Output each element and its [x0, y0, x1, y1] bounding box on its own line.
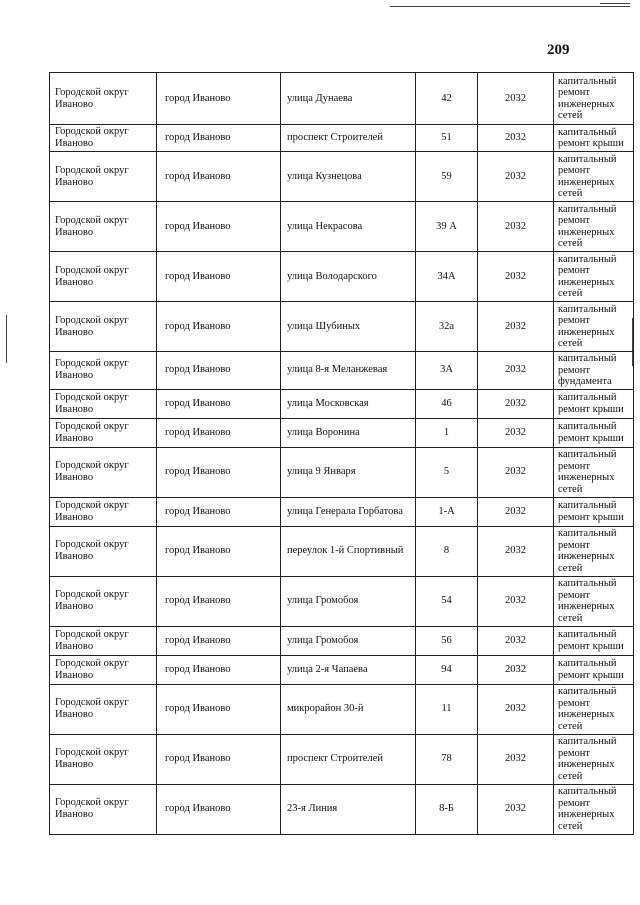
cell-city: город Иваново	[157, 202, 281, 252]
cell-city: город Иваново	[157, 576, 281, 626]
cell-house: 78	[416, 734, 478, 784]
cell-okrug: Городской округ Иваново	[50, 734, 157, 784]
cell-house: 8-Б	[416, 784, 478, 834]
cell-okrug: Городской округ Иваново	[50, 202, 157, 252]
cell-street: проспект Строителей	[281, 125, 416, 152]
cell-street: улица Володарского	[281, 252, 416, 302]
cell-okrug: Городской округ Иваново	[50, 626, 157, 655]
cell-street: улица Громобоя	[281, 626, 416, 655]
cell-street: переулок 1-й Спортивный	[281, 526, 416, 576]
cell-okrug: Городской округ Иваново	[50, 73, 157, 125]
cell-work-type: капитальный ремонт инженерных сетей	[554, 447, 634, 497]
cell-house: 32а	[416, 302, 478, 352]
cell-house: 59	[416, 152, 478, 202]
cell-work-type: капитальный ремонт крыши	[554, 418, 634, 447]
cell-city: город Иваново	[157, 626, 281, 655]
cell-work-type: капитальный ремонт инженерных сетей	[554, 202, 634, 252]
cell-year: 2032	[478, 352, 554, 390]
cell-work-type: капитальный ремонт инженерных сетей	[554, 302, 634, 352]
cell-work-type: капитальный ремонт крыши	[554, 389, 634, 418]
cell-city: город Иваново	[157, 497, 281, 526]
cell-work-type: капитальный ремонт крыши	[554, 655, 634, 684]
scan-artifact-left	[6, 315, 7, 363]
cell-city: город Иваново	[157, 526, 281, 576]
cell-work-type: капитальный ремонт крыши	[554, 125, 634, 152]
cell-year: 2032	[478, 447, 554, 497]
cell-okrug: Городской округ Иваново	[50, 526, 157, 576]
cell-city: город Иваново	[157, 784, 281, 834]
cell-city: город Иваново	[157, 655, 281, 684]
cell-year: 2032	[478, 202, 554, 252]
cell-okrug: Городской округ Иваново	[50, 418, 157, 447]
cell-house: 54	[416, 576, 478, 626]
cell-city: город Иваново	[157, 418, 281, 447]
cell-house: 34А	[416, 252, 478, 302]
cell-house: 42	[416, 73, 478, 125]
cell-street: улица 9 Января	[281, 447, 416, 497]
cell-street: улица Громобоя	[281, 576, 416, 626]
cell-okrug: Городской округ Иваново	[50, 497, 157, 526]
cell-city: город Иваново	[157, 684, 281, 734]
cell-house: 56	[416, 626, 478, 655]
cell-year: 2032	[478, 684, 554, 734]
cell-city: город Иваново	[157, 125, 281, 152]
cell-work-type: капитальный ремонт инженерных сетей	[554, 576, 634, 626]
cell-street: улица Дунаева	[281, 73, 416, 125]
cell-okrug: Городской округ Иваново	[50, 784, 157, 834]
cell-okrug: Городской округ Иваново	[50, 352, 157, 390]
cell-street: улица 8-я Меланжевая	[281, 352, 416, 390]
cell-street: улица Московская	[281, 389, 416, 418]
cell-work-type: капитальный ремонт инженерных сетей	[554, 784, 634, 834]
cell-street: улица Воронина	[281, 418, 416, 447]
cell-street: улица Некрасова	[281, 202, 416, 252]
cell-city: город Иваново	[157, 302, 281, 352]
cell-street: проспект Строителей	[281, 734, 416, 784]
cell-year: 2032	[478, 734, 554, 784]
cell-street: улица 2-я Чапаева	[281, 655, 416, 684]
cell-house: 94	[416, 655, 478, 684]
cell-street: микрорайон 30-й	[281, 684, 416, 734]
cell-house: 8	[416, 526, 478, 576]
cell-city: город Иваново	[157, 734, 281, 784]
table-row	[50, 784, 634, 834]
cell-work-type: капитальный ремонт инженерных сетей	[554, 526, 634, 576]
cell-work-type: капитальный ремонт инженерных сетей	[554, 152, 634, 202]
table-row	[50, 447, 634, 497]
cell-street: улица Генерала Горбатова	[281, 497, 416, 526]
table-row	[50, 152, 634, 202]
cell-house: 5	[416, 447, 478, 497]
table-row	[50, 734, 634, 784]
cell-okrug: Городской округ Иваново	[50, 152, 157, 202]
table-row	[50, 576, 634, 626]
cell-work-type: капитальный ремонт инженерных сетей	[554, 73, 634, 125]
cell-okrug: Городской округ Иваново	[50, 447, 157, 497]
cell-street: улица Кузнецова	[281, 152, 416, 202]
table-row	[50, 418, 634, 447]
scan-artifact-top	[390, 6, 630, 7]
cell-year: 2032	[478, 784, 554, 834]
cell-year: 2032	[478, 576, 554, 626]
cell-work-type: капитальный ремонт инженерных сетей	[554, 684, 634, 734]
cell-house: 46	[416, 389, 478, 418]
cell-okrug: Городской округ Иваново	[50, 125, 157, 152]
cell-year: 2032	[478, 73, 554, 125]
cell-okrug: Городской округ Иваново	[50, 302, 157, 352]
cell-work-type: капитальный ремонт крыши	[554, 626, 634, 655]
cell-work-type: капитальный ремонт инженерных сетей	[554, 734, 634, 784]
table-row	[50, 626, 634, 655]
cell-city: город Иваново	[157, 152, 281, 202]
cell-street: улица Шубиных	[281, 302, 416, 352]
table-row	[50, 389, 634, 418]
cell-okrug: Городской округ Иваново	[50, 655, 157, 684]
cell-okrug: Городской округ Иваново	[50, 389, 157, 418]
cell-okrug: Городской округ Иваново	[50, 576, 157, 626]
table-row	[50, 684, 634, 734]
table-row	[50, 352, 634, 390]
cell-city: город Иваново	[157, 352, 281, 390]
cell-house: 3А	[416, 352, 478, 390]
cell-house: 1	[416, 418, 478, 447]
page-number: 209	[547, 42, 570, 58]
table-row	[50, 73, 634, 125]
cell-year: 2032	[478, 626, 554, 655]
cell-okrug: Городской округ Иваново	[50, 252, 157, 302]
cell-year: 2032	[478, 302, 554, 352]
cell-work-type: капитальный ремонт фундамента	[554, 352, 634, 390]
cell-house: 11	[416, 684, 478, 734]
cell-city: город Иваново	[157, 447, 281, 497]
cell-work-type: капитальный ремонт крыши	[554, 497, 634, 526]
table-row	[50, 497, 634, 526]
cell-street: 23-я Линия	[281, 784, 416, 834]
cell-year: 2032	[478, 152, 554, 202]
cell-city: город Иваново	[157, 252, 281, 302]
cell-house: 39 А	[416, 202, 478, 252]
cell-city: город Иваново	[157, 389, 281, 418]
table-body	[50, 73, 634, 835]
cell-okrug: Городской округ Иваново	[50, 684, 157, 734]
cell-year: 2032	[478, 497, 554, 526]
scan-artifact-top-short	[600, 3, 630, 4]
cell-year: 2032	[478, 418, 554, 447]
cell-year: 2032	[478, 526, 554, 576]
table-row	[50, 302, 634, 352]
cell-city: город Иваново	[157, 73, 281, 125]
table-row	[50, 202, 634, 252]
repair-schedule-table	[49, 72, 634, 835]
table-row	[50, 125, 634, 152]
table-row	[50, 655, 634, 684]
cell-year: 2032	[478, 389, 554, 418]
cell-house: 1-А	[416, 497, 478, 526]
cell-house: 51	[416, 125, 478, 152]
cell-work-type: капитальный ремонт инженерных сетей	[554, 252, 634, 302]
cell-year: 2032	[478, 252, 554, 302]
table-row	[50, 526, 634, 576]
cell-year: 2032	[478, 655, 554, 684]
table-row	[50, 252, 634, 302]
cell-year: 2032	[478, 125, 554, 152]
